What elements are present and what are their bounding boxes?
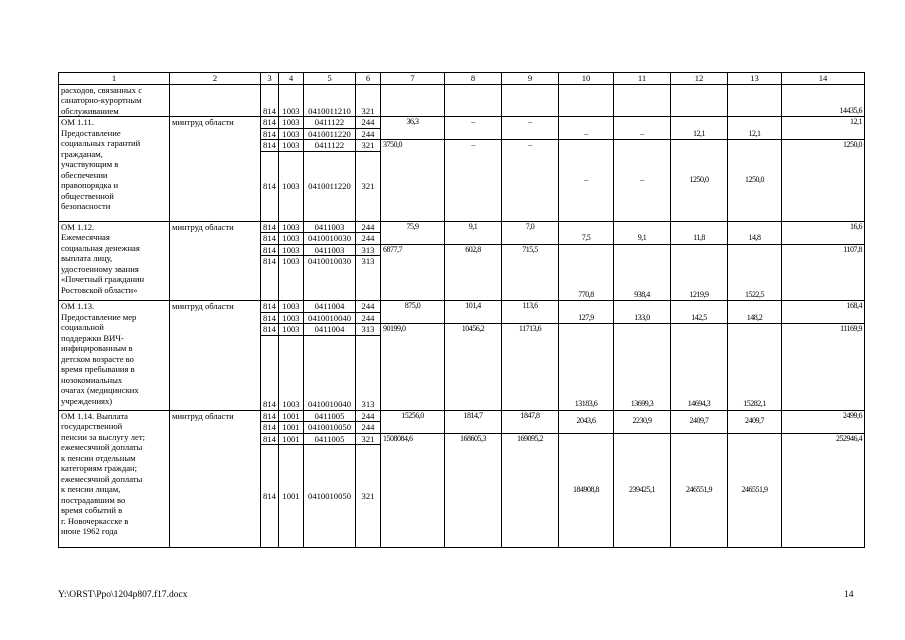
page-number: 14: [844, 590, 854, 600]
value-cell: [559, 410, 614, 433]
value-text: 2499,6: [843, 410, 862, 420]
value-cell: [381, 117, 445, 140]
code-cell: 244: [356, 312, 381, 324]
code-cell: 0411122: [304, 117, 356, 129]
value-text: 11,8: [693, 233, 705, 242]
value-cell: [782, 244, 865, 301]
value-cell: [559, 117, 614, 140]
value-text: 7,5: [581, 233, 591, 242]
code-cell: 1003: [279, 324, 304, 336]
value-text: –: [584, 128, 588, 138]
value-cell: [728, 221, 782, 244]
code-cell: 814: [261, 410, 279, 422]
value-cell: [502, 140, 559, 222]
value-text: 938,4: [634, 289, 650, 299]
code-cell: 244: [356, 233, 381, 245]
code-cell: 0410010050: [304, 445, 356, 548]
value-text: 2409,7: [689, 416, 709, 426]
value-cell: [381, 301, 445, 324]
code-cell: 321: [356, 84, 381, 117]
code-cell: 814: [261, 422, 279, 434]
value-cell: [671, 221, 728, 244]
code-cell: 1003: [279, 128, 304, 140]
col-header: 8: [445, 73, 502, 85]
value-text: 142,5: [691, 312, 707, 322]
value-text: 36,3: [406, 117, 419, 126]
value-text: 770,8: [578, 289, 594, 299]
value-cell: [559, 140, 614, 222]
value-cell: [559, 221, 614, 244]
code-cell: 1003: [279, 221, 304, 233]
value-text: 252946,4: [836, 433, 862, 443]
table-row: [59, 84, 865, 117]
col-header: 9: [502, 73, 559, 85]
header-row: [59, 73, 865, 85]
value-text: 168605,3: [460, 433, 486, 443]
col-header: 1: [59, 73, 170, 85]
responsible-cell: минтруд области: [170, 301, 261, 411]
footer-file-path: Y:\ORST\Ppo\1204p807.f17.docx: [58, 590, 188, 600]
value-text: 9,1: [637, 233, 647, 242]
value-cell: [445, 244, 502, 301]
value-text: 2230,9: [632, 416, 652, 426]
code-cell: 1001: [279, 422, 304, 434]
code-cell: 1003: [279, 312, 304, 324]
code-cell: 1003: [279, 256, 304, 301]
value-text: 602,8: [465, 244, 481, 254]
code-cell: 0410010050: [304, 422, 356, 434]
code-cell: 1001: [279, 433, 304, 445]
measure-label: ОМ 1.14. Выплата государственной пенсии за выслугу лет; ежемесячной доплаты к пенсии отдельным категориям граждан; ежемесячной доплаты к пенсии лицам, пострадавшим во время событий в г. Новочеркасске в июне 1962 года: [59, 410, 170, 548]
code-cell: 814: [261, 335, 279, 410]
code-cell: 1001: [279, 445, 304, 548]
code-cell: 814: [261, 140, 279, 152]
value-cell: [728, 324, 782, 411]
value-cell: [559, 324, 614, 411]
responsible-cell: минтруд области: [170, 410, 261, 548]
value-cell: [614, 221, 671, 244]
value-text: 14,8: [748, 233, 761, 242]
value-cell: [559, 301, 614, 324]
value-cell: [445, 117, 502, 140]
measure-label: ОМ 1.11. Предоставление социальных гарантий гражданам, участвующим в обеспечении правопорядка и общественной безопасности: [59, 117, 170, 222]
value-text: 12,1: [693, 128, 705, 138]
value-text: –: [640, 128, 644, 138]
value-text: –: [640, 175, 644, 184]
value-cell: [671, 84, 728, 117]
value-text: 13183,6: [574, 399, 598, 408]
code-cell: 814: [261, 445, 279, 548]
code-cell: 313: [356, 324, 381, 336]
table-row: [59, 301, 865, 313]
value-cell: [782, 221, 865, 244]
value-cell: [782, 117, 865, 140]
code-cell: 0411004: [304, 324, 356, 336]
code-cell: 1003: [279, 233, 304, 245]
code-cell: 313: [356, 256, 381, 301]
value-cell: [782, 84, 865, 117]
code-cell: 0410011220: [304, 151, 356, 221]
code-cell: 0411003: [304, 244, 356, 256]
value-text: 1522,5: [745, 289, 764, 299]
value-cell: [559, 244, 614, 301]
measure-label: ОМ 1.12. Ежемесячная социальная денежная выплата лицу, удостоенному звания «Почетный гражданин Ростовской области»: [59, 221, 170, 301]
value-cell: [728, 433, 782, 548]
value-text: 15282,1: [743, 399, 766, 408]
value-text: 11169,9: [840, 324, 862, 333]
value-cell: [671, 433, 728, 548]
code-cell: 244: [356, 410, 381, 422]
code-cell: 0411122: [304, 140, 356, 152]
value-text: 14694,3: [687, 399, 711, 408]
value-cell: [502, 301, 559, 324]
value-cell: [381, 433, 445, 548]
value-cell: [445, 410, 502, 433]
value-text: 9,1: [468, 221, 478, 231]
code-cell: 0411005: [304, 433, 356, 445]
code-cell: 814: [261, 256, 279, 301]
value-cell: [728, 301, 782, 324]
table-row: [59, 221, 865, 233]
value-cell: [728, 410, 782, 433]
value-cell: [445, 301, 502, 324]
value-cell: [782, 410, 865, 433]
value-text: 11713,6: [518, 324, 542, 333]
value-cell: [445, 433, 502, 548]
code-cell: 321: [356, 445, 381, 548]
code-cell: 244: [356, 117, 381, 129]
value-text: 12,1: [850, 117, 862, 126]
value-text: 1250,0: [843, 140, 862, 149]
code-cell: 814: [261, 301, 279, 313]
value-cell: [728, 140, 782, 222]
value-text: 3750,0: [383, 140, 402, 149]
code-cell: 1001: [279, 410, 304, 422]
col-header: 10: [559, 73, 614, 85]
value-text: 1847,8: [520, 410, 540, 420]
code-cell: 1003: [279, 301, 304, 313]
value-cell: [381, 84, 445, 117]
value-cell: [445, 84, 502, 117]
value-text: 168,4: [846, 301, 862, 310]
value-text: 1250,0: [745, 175, 764, 184]
code-cell: 814: [261, 433, 279, 445]
value-cell: [502, 221, 559, 244]
code-cell: 814: [261, 128, 279, 140]
code-cell: 244: [356, 221, 381, 233]
value-text: –: [471, 117, 475, 126]
code-cell: 1003: [279, 117, 304, 129]
value-text: 75,9: [406, 221, 419, 231]
value-text: 1508084,6: [383, 433, 413, 443]
value-text: 1814,7: [463, 410, 483, 420]
value-text: 169095,2: [517, 433, 543, 443]
value-text: 2409,7: [745, 416, 764, 426]
value-text: 239425,1: [629, 485, 655, 494]
code-cell: 0410010030: [304, 233, 356, 245]
code-cell: 244: [356, 422, 381, 434]
value-text: 1219,9: [689, 289, 709, 299]
code-cell: 321: [356, 433, 381, 445]
value-cell: [782, 324, 865, 411]
value-cell: [728, 84, 782, 117]
value-cell: [614, 410, 671, 433]
value-cell: [614, 117, 671, 140]
value-cell: [502, 244, 559, 301]
responsible-cell: [170, 84, 261, 117]
value-cell: [502, 324, 559, 411]
value-text: 101,4: [465, 301, 481, 310]
value-text: 246551,9: [741, 485, 768, 494]
code-cell: 814: [261, 244, 279, 256]
code-cell: 0410011220: [304, 128, 356, 140]
col-header: 7: [381, 73, 445, 85]
value-cell: [381, 221, 445, 244]
value-cell: [671, 244, 728, 301]
code-cell: 814: [261, 312, 279, 324]
value-cell: [782, 140, 865, 222]
value-text: 12,1: [748, 128, 761, 138]
value-cell: [381, 244, 445, 301]
value-cell: [445, 140, 502, 222]
value-cell: [502, 433, 559, 548]
value-text: –: [528, 140, 532, 149]
value-text: 15256,0: [401, 410, 424, 420]
code-cell: 0410010030: [304, 256, 356, 301]
value-cell: [671, 410, 728, 433]
value-cell: [782, 433, 865, 548]
code-cell: 814: [261, 324, 279, 336]
col-header: 12: [671, 73, 728, 85]
col-header: 3: [261, 73, 279, 85]
code-cell: 1003: [279, 84, 304, 117]
code-cell: 0410010040: [304, 312, 356, 324]
code-cell: 0410010040: [304, 335, 356, 410]
code-cell: 814: [261, 84, 279, 117]
col-header: 2: [170, 73, 261, 85]
value-text: –: [584, 175, 588, 184]
value-cell: [728, 244, 782, 301]
value-cell: [559, 84, 614, 117]
budget-table: [58, 72, 865, 548]
value-cell: [671, 301, 728, 324]
value-cell: [614, 301, 671, 324]
code-cell: 244: [356, 301, 381, 313]
value-text: 16,6: [850, 221, 862, 231]
value-text: 715,5: [522, 244, 538, 254]
code-cell: 814: [261, 233, 279, 245]
measure-label: ОМ 1.13. Предоставление мер социальной поддержки ВИЧ- инфицированным в детском возрасте во время пребывания в нозокомиальных очагах (медицинских учреждениях): [59, 301, 170, 411]
value-cell: [614, 324, 671, 411]
col-header: 5: [304, 73, 356, 85]
code-cell: 0411005: [304, 410, 356, 422]
code-cell: 313: [356, 244, 381, 256]
code-cell: 1003: [279, 140, 304, 152]
value-cell: [671, 140, 728, 222]
value-text: 7,0: [525, 221, 535, 231]
col-header: 11: [614, 73, 671, 85]
value-text: 2043,6: [576, 416, 596, 426]
code-cell: 1003: [279, 244, 304, 256]
code-cell: 0410011210: [304, 84, 356, 117]
value-cell: [445, 324, 502, 411]
code-cell: 0411003: [304, 221, 356, 233]
value-text: 113,6: [522, 301, 538, 310]
value-cell: [671, 117, 728, 140]
table-row: [59, 410, 865, 422]
value-text: 184908,8: [573, 485, 599, 494]
code-cell: 321: [356, 151, 381, 221]
value-cell: [559, 433, 614, 548]
code-cell: 313: [356, 335, 381, 410]
value-cell: [782, 301, 865, 324]
value-cell: [614, 84, 671, 117]
value-text: 875,0: [404, 301, 421, 310]
table-row: [59, 117, 865, 129]
code-cell: 814: [261, 117, 279, 129]
value-text: 127,9: [578, 312, 594, 322]
value-text: –: [471, 140, 475, 149]
value-text: 14435,6: [839, 105, 862, 115]
code-cell: 1003: [279, 335, 304, 410]
value-text: 13699,3: [630, 399, 654, 408]
value-cell: [502, 84, 559, 117]
value-cell: [671, 324, 728, 411]
value-text: 1250,0: [689, 175, 709, 184]
col-header: 6: [356, 73, 381, 85]
code-cell: 814: [261, 151, 279, 221]
value-cell: [445, 221, 502, 244]
code-cell: 814: [261, 221, 279, 233]
value-text: 10456,2: [461, 324, 485, 333]
value-text: 1107,8: [843, 244, 862, 254]
col-header: 14: [782, 73, 865, 85]
value-text: 6877,7: [383, 244, 402, 254]
value-text: 246551,9: [686, 485, 712, 494]
value-text: 148,2: [746, 312, 763, 322]
value-cell: [614, 140, 671, 222]
value-cell: [381, 324, 445, 411]
value-cell: [728, 117, 782, 140]
value-cell: [381, 410, 445, 433]
value-cell: [614, 433, 671, 548]
measure-label: расходов, связанных с санаторно-курортным обслуживанием: [59, 84, 170, 117]
responsible-cell: минтруд области: [170, 117, 261, 222]
value-cell: [614, 244, 671, 301]
code-cell: 321: [356, 140, 381, 152]
col-header: 13: [728, 73, 782, 85]
value-text: –: [528, 117, 532, 126]
responsible-cell: минтруд области: [170, 221, 261, 301]
code-cell: 0411004: [304, 301, 356, 313]
code-cell: 244: [356, 128, 381, 140]
code-cell: 1003: [279, 151, 304, 221]
value-cell: [502, 410, 559, 433]
value-cell: [381, 140, 445, 222]
value-cell: [502, 117, 559, 140]
value-text: 133,0: [634, 312, 650, 322]
value-text: 90199,0: [383, 324, 406, 333]
col-header: 4: [279, 73, 304, 85]
